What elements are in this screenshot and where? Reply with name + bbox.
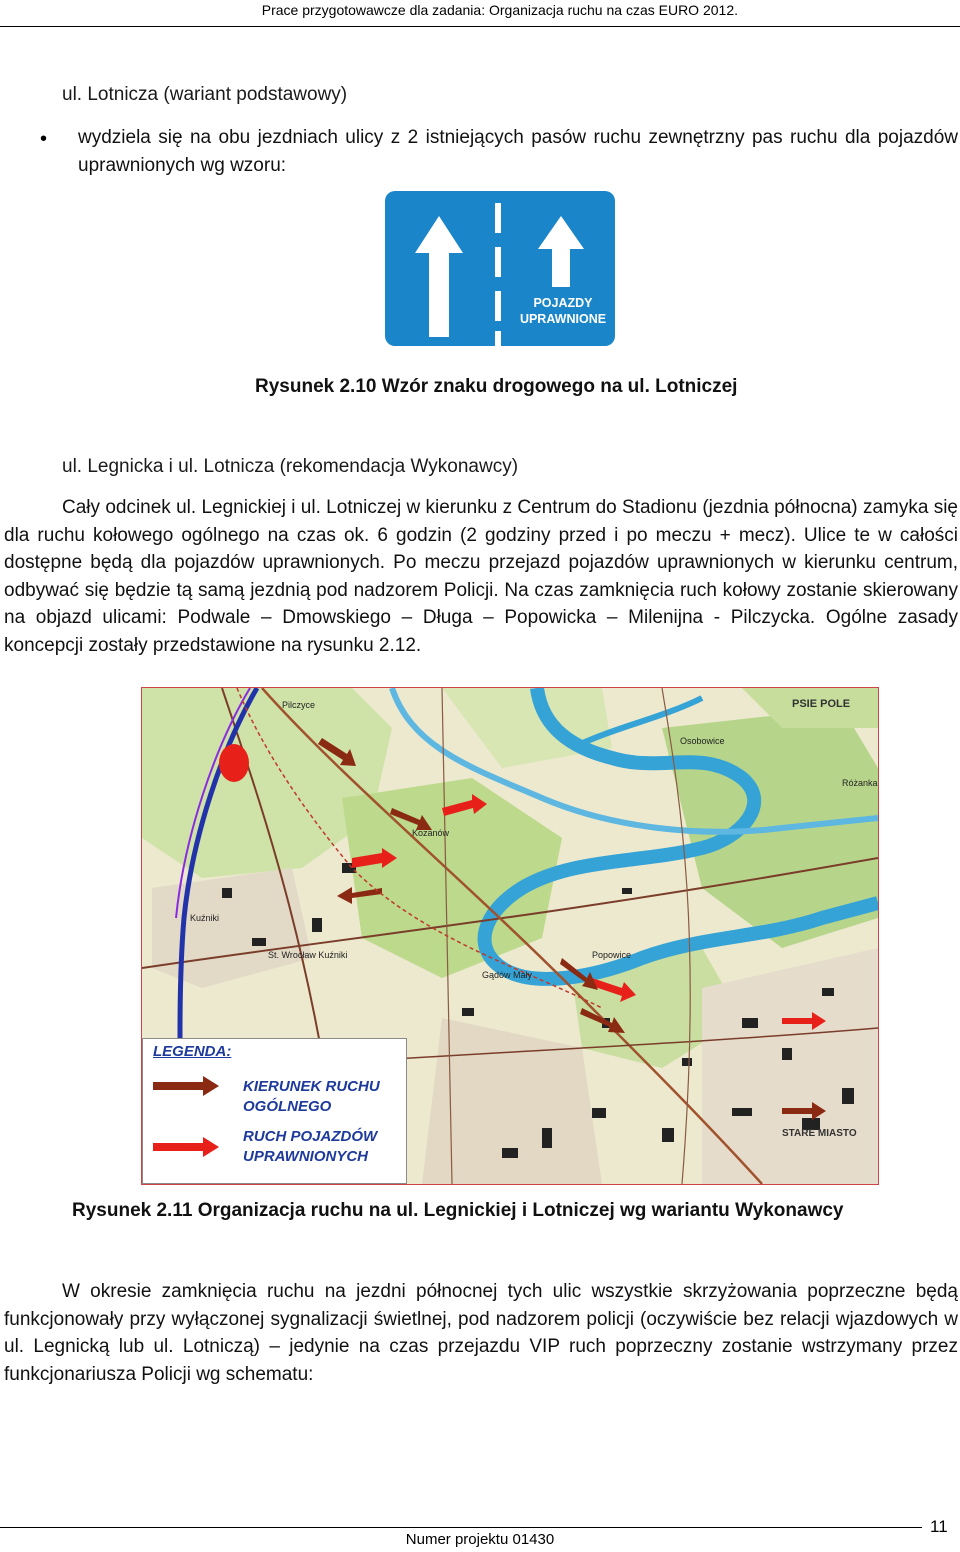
page-number: 11: [930, 1517, 948, 1536]
section-heading-lotnicza: ul. Lotnicza (wariant podstawowy): [62, 84, 348, 105]
arrow-up-icon: [415, 216, 463, 337]
legend-general-arrow-icon: [153, 1075, 221, 1097]
arrow-up-icon: [538, 216, 584, 287]
sign-text-line2: UPRAWNIONE: [519, 312, 607, 326]
road-sign-image: [385, 191, 615, 346]
page-header: [0, 0, 960, 27]
figure-caption-2-11: Rysunek 2.11 Organizacja ruchu na ul. Legnickiej i Lotniczej wg wariantu Wykonawcy: [72, 1200, 844, 1221]
sign-text-line1: POJAZDY: [533, 296, 593, 310]
legend-item1-line2: OGÓLNEGO: [243, 1098, 332, 1115]
bullet-paragraph: wydziela się na obu jezdniach ulicy z 2 istniejących pasów ruchu zewnętrzny pas ruchu dla pojazdów uprawnionych wg wzoru:: [78, 127, 958, 176]
map-label-gadow: Gądów Mały: [482, 970, 533, 980]
map-label-st-wroclaw-kuzniki: St. Wrocław Kuźniki: [268, 950, 348, 960]
map-label-osobowice: Osobowice: [680, 736, 725, 746]
figure-caption-2-10: Rysunek 2.10 Wzór znaku drogowego na ul. Lotniczej: [255, 376, 738, 397]
legend-item1-line1: KIERUNEK RUCHU: [243, 1078, 380, 1095]
map-legend: [142, 1038, 407, 1184]
map-label-kozanow: Kozanów: [412, 828, 450, 838]
map-label-pilczyce: Pilczyce: [282, 700, 316, 710]
header-title: Prace przygotowawcze dla zadania: Organizacja ruchu na czas EURO 2012.: [261, 2, 738, 18]
footer-divider: [0, 1527, 922, 1528]
legend-item2-line2: UPRAWNIONYCH: [243, 1148, 369, 1165]
bullet-icon: •: [40, 128, 48, 150]
body-paragraph-closure: Cały odcinek ul. Legnickiej i ul. Lotniczej w kierunku z Centrum do Stadionu (jezdnia północna) zamyka się dla ruchu kołowego ogólnego na czas ok. 6 godzin (2 godziny przed i po meczu + mecz). Ulice te w całości dostępne będą dla pojazdów uprawnionych. Po meczu przejazd pojazdów uprawnionych w kierunku centrum, odbywać się będzie tą samą jezdnią pod nadzorem Policji. Na czas zamknięcia ruch kołowy zostanie skierowany na objazd ulicami: Podwale – Dmowskiego – Długa – Popowicka – Milenijna - Pilczycka. Ogólne zasady koncepcji zostały przedstawione na rysunku 2.12.: [4, 497, 958, 656]
map-label-psie-pole: PSIE POLE: [792, 698, 851, 710]
map-label-kuzniki: Kuźniki: [190, 913, 220, 923]
legend-title: LEGENDA:: [153, 1043, 232, 1060]
legend-item2-line1: RUCH POJAZDÓW: [243, 1128, 378, 1145]
section-heading-legnicka: ul. Legnicka i ul. Lotnicza (rekomendacja Wykonawcy): [62, 456, 519, 477]
map-label-rozanka: Różanka: [842, 778, 878, 788]
body-paragraph-crossings: W okresie zamknięcia ruchu na jezdni północnej tych ulic wszystkie skrzyżowania poprzeczne będą funkcjonowały przy wyłączonej sygnalizacji świetlnej, pod nadzorem policji (oczywiście bez relacji wjazdowych w ul. Legnicką lub ul. Lotniczą) – jedynie na czas przejazdu VIP ruch poprzeczny zostanie wstrzymany przez funkcjonariusza Policji wg schematu:: [4, 1281, 958, 1385]
footer-project-number: Numer projektu 01430: [405, 1531, 555, 1548]
map-label-popowice: Popowice: [592, 950, 632, 960]
map-label-stare-miasto: STARE MIASTO: [782, 1128, 857, 1139]
stadium-marker: [219, 744, 249, 782]
legend-authorized-arrow-icon: [153, 1136, 221, 1158]
